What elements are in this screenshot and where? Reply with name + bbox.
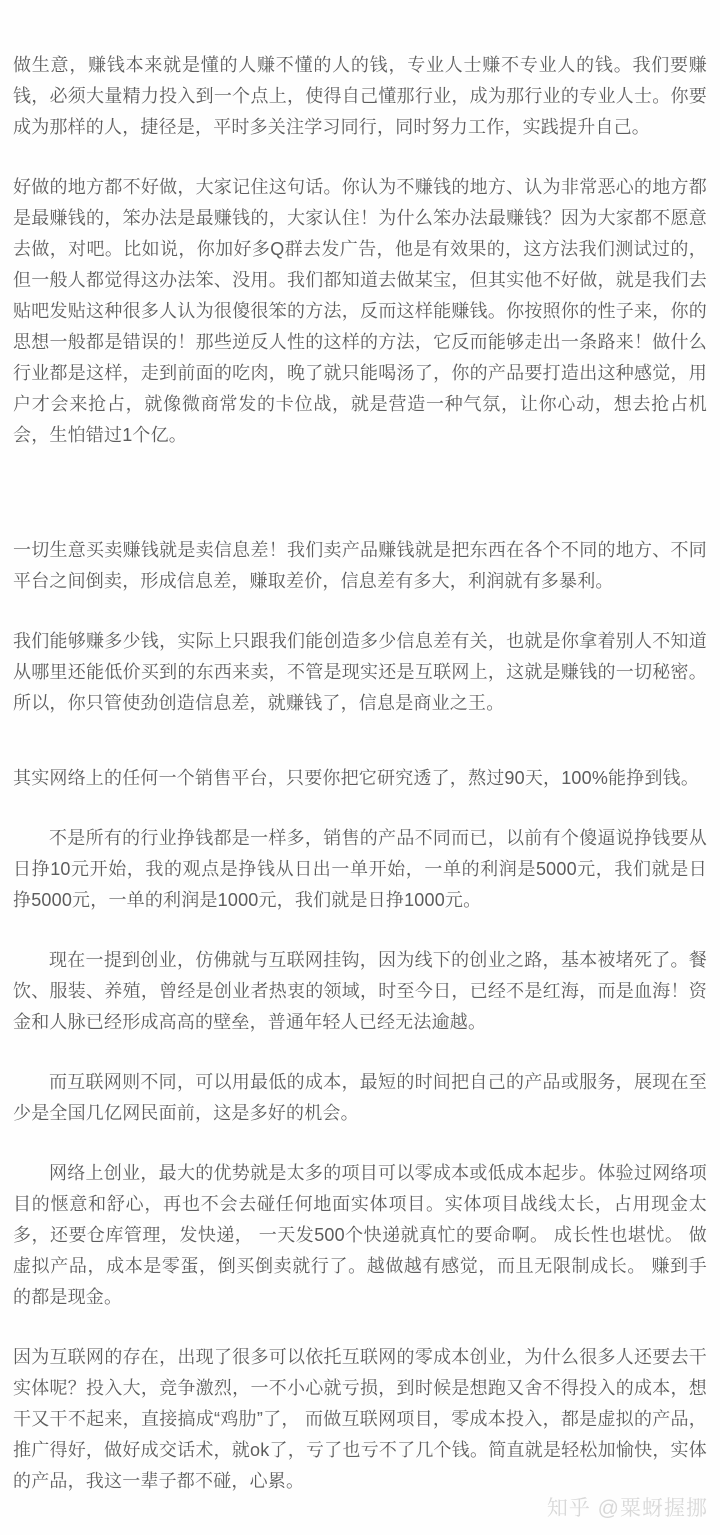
paragraph-3: 一切生意买卖赚钱就是卖信息差！我们卖产品赚钱就是把东西在各个不同的地方、不同平台之间倒卖，形成信息差，赚取差价，信息差有多大，利润就有多暴利。 xyxy=(13,540,707,591)
paragraph-4: 我们能够赚多少钱，实际上只跟我们能创造多少信息差有关，也就是你拿着别人不知道从哪里还能低价买到的东西来卖，不管是现实还是互联网上，这就是赚钱的一切秘密。所以，你只管使劲创造信息差，就赚钱了，信息是商业之王。 xyxy=(13,631,707,713)
paragraph-7: 现在一提到创业，仿佛就与互联网挂钩，因为线下的创业之路，基本被堵死了。餐饮、服装、养殖，曾经是创业者热衷的领域，时至今日，已经不是红海，而是血海！资金和人脉已经形成高高的壁垒，普通年轻人已经无法逾越。 xyxy=(13,950,707,1032)
paragraph-9: 网络上创业，最大的优势就是太多的项目可以零成本或低成本起步。体验过网络项目的惬意和舒心，再也不会去碰任何地面实体项目。实体项目战线太长，占用现金太多，还要仓库管理，发快递， 一天发500个快递就真忙的要命啊。 成长性也堪忧。 做虚拟产品，成本是零蛋，倒买倒卖就行了。越做越有感觉，而且无限制成长。 赚到手的都是现金。 xyxy=(13,1163,707,1307)
zhihu-author-handle: @粟蚜握挪 xyxy=(597,1497,708,1520)
zhihu-watermark xyxy=(547,1492,708,1522)
zhihu-brand-label: 知乎 xyxy=(546,1497,591,1520)
paragraph-10: 因为互联网的存在，出现了很多可以依托互联网的零成本创业，为什么很多人还要去干实体呢？投入大，竞争激烈，一不小心就亏损，到时候是想跑又舍不得投入的成本，想干又干不起来，直接搞成“鸡肋”了， 而做互联网项目，零成本投入，都是虚拟的产品，推广得好，做好成交话术，就ok了，亏了也亏不了几个钱。简直就是轻松加愉快，实体的产品，我这一辈子都不碰，心累。 xyxy=(13,1347,707,1491)
paragraph-6: 不是所有的行业挣钱都是一样多，销售的产品不同而已，以前有个傻逼说挣钱要从日挣10元开始，我的观点是挣钱从日出一单开始，一单的利润是5000元，我们就是日挣5000元，一单的利润是1000元，我们就是日挣1000元。 xyxy=(13,828,707,910)
paragraph-1: 做生意，赚钱本来就是懂的人赚不懂的人的钱，专业人士赚不专业人的钱。我们要赚钱，必须大量精力投入到一个点上，使得自己懂那行业，成为那行业的专业人士。你要成为那样的人，捷径是，平时多关注学习同行，同时努力工作，实践提升自己。 xyxy=(13,55,707,137)
paragraph-8: 而互联网则不同，可以用最低的成本，最短的时间把自己的产品或服务，展现在至少是全国几亿网民面前，这是多好的机会。 xyxy=(13,1072,707,1123)
paragraph-2: 好做的地方都不好做，大家记住这句话。你认为不赚钱的地方、认为非常恶心的地方都是最赚钱的，笨办法是最赚钱的，大家认住！为什么笨办法最赚钱？因为大家都不愿意去做，对吧。比如说，你加好多Q群去发广告，他是有效果的，这方法我们测试过的，但一般人都觉得这办法笨、没用。我们都知道去做某宝，但其实他不好做，就是我们去贴吧发贴这种很多人认为很傻很笨的方法，反而这样能赚钱。你按照你的性子来，你的思想一般都是错误的！那些逆反人性的这样的方法，它反而能够走出一条路来！做什么行业都是这样，走到前面的吃肉，晚了就只能喝汤了，你的产品要打造出这种感觉，用户才会来抢占，就像微商常发的卡位战，就是营造一种气氛，让你心动，想去抢占机会，生怕错过1个亿。 xyxy=(13,177,707,445)
paragraph-5: 其实网络上的任何一个销售平台，只要你把它研究透了，熬过90天，100%能挣到钱。 xyxy=(13,768,700,788)
